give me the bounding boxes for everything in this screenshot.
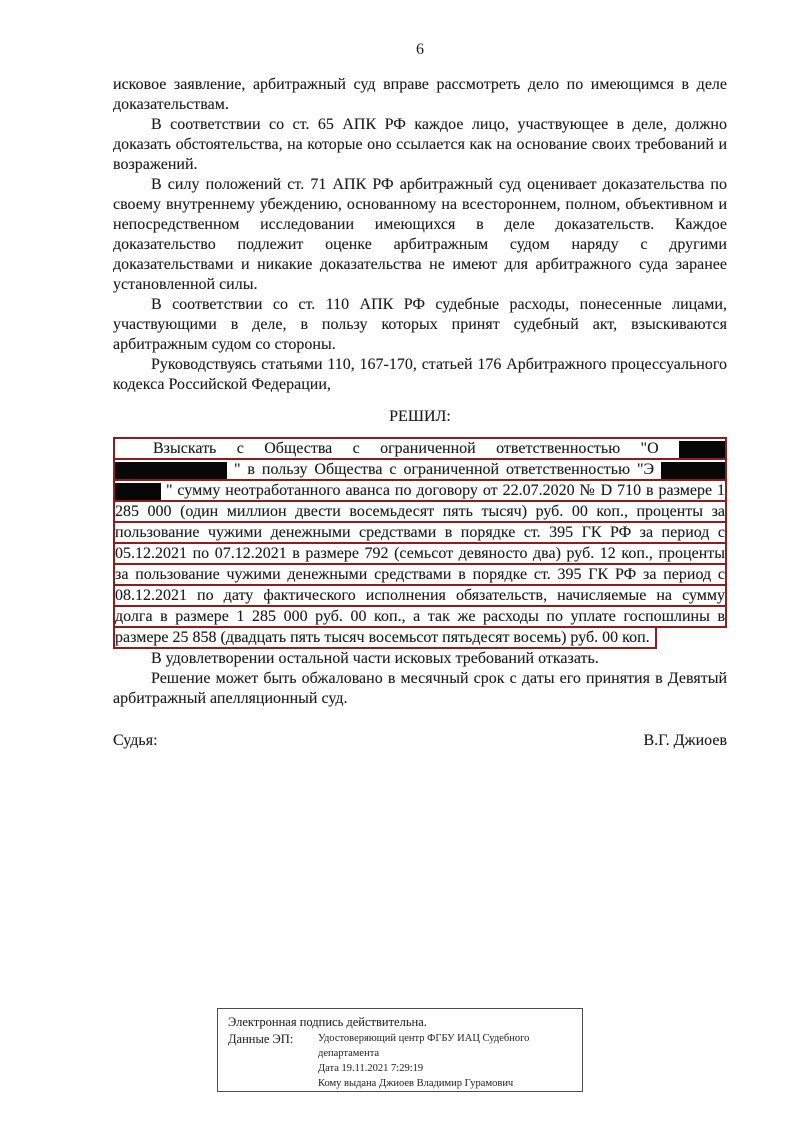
stamp-data-label: Данные ЭП: xyxy=(228,1032,294,1046)
operative-line xyxy=(113,626,657,649)
operative-text: 285 000 (один миллион двести восемьдесят пять тысяч) руб. 00 коп., проценты за xyxy=(115,503,725,520)
operative-line xyxy=(113,542,727,565)
page-number: 6 xyxy=(416,41,424,58)
stamp-detail-line: Удостоверяющий центр ФГБУ ИАЦ Судебного департамента xyxy=(318,1033,530,1059)
redaction-bar xyxy=(115,462,227,479)
body-paragraph: В соответствии со ст. 110 АПК РФ судебные расходы, понесенные лицами, участвующими в деле, в пользу которых принят судебный акт, взыскиваются арбитражным судом со стороны. xyxy=(113,296,727,353)
operative-text: 05.12.2021 по 07.12.2021 в размере 792 (семьсот девяносто два) руб. 12 коп., проценты xyxy=(115,545,725,562)
stamp-valid-text: Электронная подпись действительна. xyxy=(228,1015,427,1029)
operative-line xyxy=(113,605,727,628)
body-paragraph: В силу положений ст. 71 АПК РФ арбитражный суд оценивает доказательства по своему внутреннему убеждению, основанному на всестороннем, полном, объективном и непосредственном исследовании имеющихся в деле доказательств. Каждое доказательство подлежит оценке арбитражным судом наряду с другими доказательствами и никакие доказательства не имеют для арбитражного суда заранее установленной силы. xyxy=(113,176,727,293)
operative-line xyxy=(113,437,727,460)
operative-text: Взыскать с Общества с ограниченной ответственностью "О xyxy=(153,440,659,457)
body-paragraph: Руководствуясь статьями 110, 167-170, статьей 176 Арбитражного процессуального кодекса Российской Федерации, xyxy=(113,356,727,393)
operative-text: " сумму неотработанного аванса по договору от 22.07.2020 № D 710 в размере 1 xyxy=(165,482,726,499)
operative-line xyxy=(113,458,727,481)
operative-line xyxy=(113,479,727,502)
stamp-data-row xyxy=(228,1031,572,1091)
operative-text: размере 25 858 (двадцать пять тысяч восемьсот пятьдесят восемь) руб. 00 коп. xyxy=(115,629,650,646)
redaction-bar xyxy=(115,483,161,500)
page-content xyxy=(113,40,727,751)
stamp-details xyxy=(318,1031,534,1091)
operative-line xyxy=(113,584,727,607)
operative-text: " в пользу Общества с ограниченной ответственностью "Э xyxy=(233,461,655,478)
body-paragraph: В соответствии со ст. 65 АПК РФ каждое лицо, участвующее в деле, должно доказать обстоятельства, на которые оно ссылается как на основание своих требований и возражений. xyxy=(113,116,727,173)
operative-part xyxy=(113,437,727,649)
closing-paragraphs xyxy=(113,649,727,709)
judge-label: Судья: xyxy=(113,732,158,749)
body-paragraph: Решение может быть обжаловано в месячный срок с даты его принятия в Девятый арбитражный апелляционный суд. xyxy=(113,670,727,707)
redaction-bar xyxy=(679,441,725,458)
operative-line xyxy=(113,500,727,523)
body-paragraph: исковое заявление, арбитражный суд вправе рассмотреть дело по имеющимся в деле доказательствам. xyxy=(113,76,727,113)
body-paragraph: В удовлетворении остальной части исковых требований отказать. xyxy=(151,650,599,667)
judge-name: В.Г. Джиоев xyxy=(643,732,727,749)
operative-line xyxy=(113,521,727,544)
body-paragraphs xyxy=(113,75,727,395)
redaction-bar xyxy=(661,462,725,479)
electronic-signature-stamp xyxy=(217,1008,583,1092)
operative-text: долга в размере 1 285 000 руб. 00 коп., а так же расходы по уплате госпошлины в xyxy=(115,608,725,625)
resolution-heading: РЕШИЛ: xyxy=(389,408,451,425)
operative-text: за пользование чужими денежными средствами в порядке ст. 395 ГК РФ за период с xyxy=(115,566,725,583)
operative-text: пользование чужими денежными средствами в порядке ст. 395 ГК РФ за период с xyxy=(115,524,725,541)
stamp-detail-line: Дата 19.11.2021 7:29:19 xyxy=(318,1063,424,1074)
operative-line xyxy=(113,563,727,586)
operative-text: 08.12.2021 по дату фактического исполнения обязательств, начисляемые на сумму xyxy=(115,587,725,604)
signature-row xyxy=(113,731,727,751)
stamp-detail-line: Кому выдана Джиоев Владимир Гурамович xyxy=(318,1078,514,1089)
